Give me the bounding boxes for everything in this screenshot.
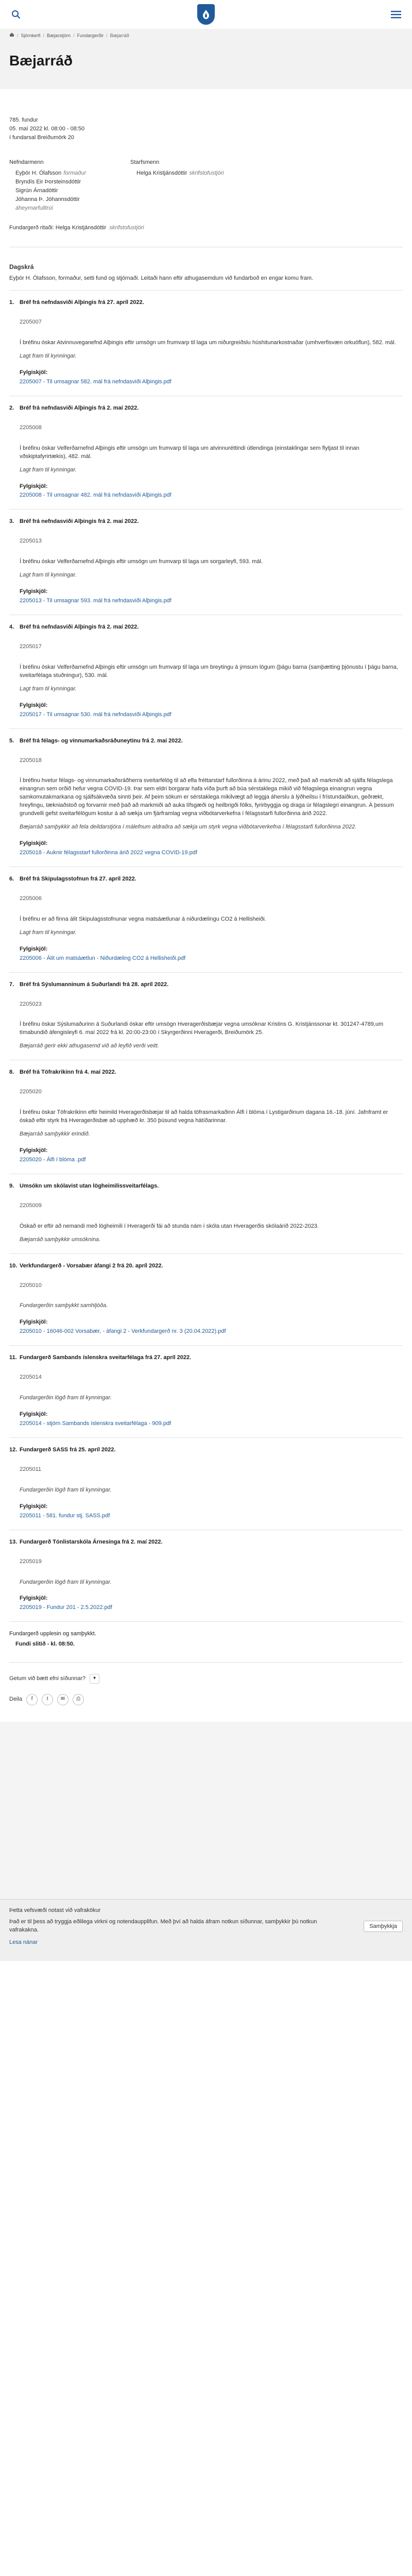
attachments-label: Fylgiskjöl: <box>20 1503 48 1510</box>
agenda-item-title: Verkfundargerð - Vorsabær áfangi 2 frá 20. apríl 2022. <box>20 1262 163 1269</box>
page-header <box>0 29 412 89</box>
coat-of-arms-logo[interactable] <box>197 4 215 25</box>
agenda-item-body <box>9 318 403 386</box>
member-role: formaður <box>63 170 87 176</box>
attachments-label: Fylgiskjöl: <box>20 840 48 847</box>
top-bar <box>0 0 412 29</box>
member-name: Eyþór H. Ólafsson <box>15 170 62 176</box>
home-icon[interactable] <box>9 32 14 39</box>
attachment-link[interactable]: 2205011 - 581. fundur stj. SASS.pdf <box>20 1512 110 1519</box>
agenda-item-decision: Fundargerðin lögð fram til kynningar. <box>20 1395 112 1401</box>
attachment-link[interactable]: 2205014 - stjórn Sambands íslenskra sveitarfélaga - 909.pdf <box>20 1420 171 1427</box>
agenda-item-body <box>9 1001 403 1051</box>
agenda-item-title: Umsókn um skólavist utan lögheimilissveitarfélags. <box>20 1182 159 1189</box>
agenda-item-body <box>9 424 403 500</box>
attachments-label: Fylgiskjöl: <box>20 369 48 376</box>
attachment-link[interactable]: 2205020 - Álfi í blóma .pdf <box>20 1156 86 1163</box>
agenda-item-text: Í bréfinu óskar Sýslumaðurinn á Suðurlandi óskar eftir umsögn Hveragerðisbæjar vegna umsóknar Kristins G. Kristjánssonar kt. 301247-4789,um tímabundið áfengisleyfi 6. maí 2022 frá kl. 20:00-23:00 í Skyrgerðinni Hveragerði, Breiðumörk 25. <box>20 1021 384 1036</box>
agenda <box>9 263 403 1621</box>
agenda-item-title: Fundargerð Tónlistarskóla Árnesinga frá 2. maí 2022. <box>20 1538 163 1545</box>
attachment-link[interactable]: 2205013 - Til umsagnar 593. mál frá nefndasviði Alþingis.pdf <box>20 598 171 604</box>
member-name: Bryndís Eir Þorsteinsdóttir <box>15 178 81 185</box>
case-number: 2205018 <box>20 757 42 764</box>
agenda-item-header <box>9 1538 403 1547</box>
case-number: 2205020 <box>20 1089 42 1095</box>
attachment-link[interactable]: 2205007 - Til umsagnar 582. mál frá nefndasviði Alþingis.pdf <box>20 378 171 385</box>
case-number: 2205008 <box>20 424 42 431</box>
staff-name: Helga Kristjánsdóttir <box>136 170 187 176</box>
members-list <box>9 169 130 213</box>
agenda-item-title: Bréf frá nefndasviði Alþingis frá 2. maí 2022. <box>20 624 139 631</box>
agenda-item <box>9 509 403 615</box>
main-content <box>0 116 412 1705</box>
agenda-item-decision: Bæjarráð samþykkir erindið. <box>20 1131 90 1138</box>
attachment-link[interactable]: 2205019 - Fundur 201 - 2.5.2022.pdf <box>20 1604 112 1611</box>
attachment-link[interactable]: 2205018 - Auknir félagsstarf fullorðinna árið 2022 vegna COVID-19.pdf <box>20 850 197 856</box>
meeting-number: 785. fundur <box>9 116 38 123</box>
hamburger-menu-icon[interactable] <box>389 8 403 21</box>
agenda-item <box>9 1060 403 1174</box>
agenda-item-text: Í bréfinu óskar Atvinnuveganefnd Alþingis eftir umsögn um frumvarp til laga um niðurgreiðslu húshitunarkostnaðar (umhverfisvæn orkuöflun), 582. mál. <box>20 340 396 346</box>
agenda-item-text: Í bréfinu hvetur félags- og vinnumarkaðsráðherra sveitarfélög til að efla fréttarstarf fullorðinna á árinu 2022, með það að markmiði að sjálfa félagslega einangrun sem orðið hefur vegna COVID-19. Þar sem eldri borgarar hafa víða þurft að búa sérstaklega mikið við félagslega einangrun vegna samkomutakmarkana og sjálfsákvæða sinnti þeir. Af þeim sökum er sérstaklega mikilvægt að leggja áherslu á lýðheilsu í frístundaiðkun, geðrækt, hreyfingu, tækniaðstoð og forvarnir með það að markmiði að auka lífsgæði og heilbrigði fólks, fyrirbyggja og draga úr félagslegri einangrun. Á þessum grundvelli gefst sveitarfélögum kostur á að sækja um fjárframlag vegna viðbótarverkefna í félagsstarfi fullorðinna árið 2022. <box>20 777 394 817</box>
attendees <box>9 159 403 213</box>
case-number: 2205017 <box>20 643 42 650</box>
agenda-item <box>9 1530 403 1622</box>
closing-text: Fundargerð upplesin og samþykkt. <box>9 1631 96 1637</box>
agenda-title: Dagskrá <box>9 263 34 270</box>
agenda-item-decision: Fundargerðin samþykkt samhljóða. <box>20 1302 108 1309</box>
case-number: 2205013 <box>20 538 42 545</box>
agenda-item-text: Í bréfinu óskar Velferðarnefnd Alþingis eftir umsögn um frumvarp til laga um sorgarleyfi, 593. mál. <box>20 558 263 565</box>
attachments-label: Fylgiskjöl: <box>20 702 48 708</box>
attachment-link[interactable]: 2205006 - Álit um matsáætlun - Niðurdæling CO2 á Hellisheiði.pdf <box>20 955 186 961</box>
facebook-share-button[interactable]: f <box>26 1694 38 1705</box>
breadcrumb <box>9 32 403 39</box>
recorder-label: Fundargerð ritaði: <box>9 224 54 231</box>
agenda-item-decision: Lagt fram til kynningar. <box>20 572 77 579</box>
agenda-item-number: 9. <box>9 1182 14 1189</box>
agenda-item-title: Fundargerð Sambands íslenskra sveitarfélaga frá 27. apríl 2022. <box>20 1354 192 1361</box>
recorder-name: Helga Kristjánsdóttir <box>55 224 107 231</box>
agenda-item-decision: Lagt fram til kynningar. <box>20 685 77 692</box>
agenda-item-number: 1. <box>9 299 14 306</box>
agenda-item-text: Óskað er eftir að nemandi með lögheimili í Hveragerði fái að stunda nám í skóla utan Hveragerðis skólaárið 2022-2023. <box>20 1223 319 1229</box>
attachments-label: Fylgiskjöl: <box>20 1319 48 1326</box>
agenda-item-number: 4. <box>9 624 14 631</box>
attachment-link[interactable]: 2205008 - Til umsagnar 482. mál frá nefndasviði Alþingis.pdf <box>20 492 171 499</box>
agenda-item <box>9 615 403 728</box>
attachment-link[interactable]: 2205010 - 16046-002 Vorsabær, - áfangi 2 - Verkfundargerð nr. 3 (20.04.2022).pdf <box>20 1328 226 1335</box>
case-number: 2205011 <box>20 1466 42 1472</box>
agenda-item <box>9 867 403 972</box>
agenda-item-text: Í bréfinu óskar Velferðarnefnd Alþingis eftir umsögn um frumvarp til laga um atvinnuréttindi útlendinga (einstaklingar sem flytjast til innan vðskiptafyrirtækis), 482. mál. <box>20 445 359 460</box>
case-number: 2205014 <box>20 1374 42 1381</box>
agenda-item-decision: Bæjarráð samþykkir að fela deildarstjóra í málefnum aldraðra að sækja um styrk vegna viðbótarverkefna í félagsstarfi fullorðinna 2022. <box>20 824 357 831</box>
case-number: 2205023 <box>20 1001 42 1007</box>
agenda-item-decision: Lagt fram til kynningar. <box>20 466 77 473</box>
breadcrumb-separator: / <box>17 32 19 38</box>
agenda-item-header <box>9 518 403 526</box>
meeting-end-time: Fundi slitið - kl. 08:50. <box>15 1641 75 1648</box>
recorder-role: skrifstofustjóri <box>109 224 144 231</box>
chevron-down-icon: ▾ <box>93 1675 96 1682</box>
agenda-item-body <box>9 895 403 963</box>
attachments-label: Fylgiskjöl: <box>20 588 48 595</box>
meeting-datetime: 05. maí 2022 kl. 08:00 - 08:50 <box>9 125 85 132</box>
minutes-recorder <box>9 224 403 232</box>
agenda-item-title: Bréf frá Skipulagsstofnun frá 27. apríl 2022. <box>20 875 136 882</box>
case-number: 2205007 <box>20 319 42 326</box>
agenda-item <box>9 1345 403 1437</box>
attachment-link[interactable]: 2205017 - Til umsagnar 530. mál frá nefndasviði Alþingis.pdf <box>20 711 171 718</box>
breadcrumb-separator: / <box>73 32 75 38</box>
agenda-item-decision: Lagt fram til kynningar. <box>20 929 77 936</box>
agenda-item-title: Bréf frá félags- og vinnumarkaðsráðuneytinu frá 2. maí 2022. <box>20 737 183 744</box>
agenda-item-number: 8. <box>9 1069 14 1076</box>
agenda-item <box>9 728 403 867</box>
agenda-item-body <box>9 643 403 719</box>
agenda-item-number: 12. <box>9 1446 18 1453</box>
agenda-item-header <box>9 875 403 884</box>
breadcrumb-item-current: Bæjarráð <box>110 32 129 38</box>
agenda-item-header <box>9 1354 403 1362</box>
attachments-label: Fylgiskjöl: <box>20 1595 48 1602</box>
agenda-intro: Eyþór H. Ólafsson, formaður, setti fund og stjórnaði. Leitaði hann eftir athugasemdum við fundarboð en engar komu fram. <box>9 275 314 282</box>
agenda-item-decision: Fundargerðin lögð fram til kynningar. <box>20 1486 112 1493</box>
agenda-item-header <box>9 299 403 307</box>
cookie-accept-button[interactable]: Samþykkja <box>364 1921 403 1932</box>
agenda-item-decision: Bæjarráð samþykkir umsóknina. <box>20 1236 101 1243</box>
agenda-item-number: 7. <box>9 981 14 988</box>
agenda-item-text: Í bréfinu óskar Töfrakrikinn eftir heimild Hveragerðisbæjar til að halda töfrasmarkaðinn Álfi í blóma í Lystigarðinum dagana 16.-18. júní. Jafnframt er óskað eftir styrk frá Hveragerðisbæ að upphæð kr. 350 þúsund vegna hátíðarinnar. <box>20 1109 388 1124</box>
member-name: Jóhanna Þ. Jóhannsdóttir <box>15 196 80 202</box>
cookie-banner <box>0 1899 412 1961</box>
agenda-item-title: Bréf frá nefndasviði Alþingis frá 2. maí 2022. <box>20 404 139 411</box>
search-icon[interactable] <box>9 8 23 21</box>
member-name: áheyrnarfulltrúi <box>15 205 53 211</box>
agenda-item <box>9 972 403 1060</box>
member-name: Sigrún Árnadóttir <box>15 187 58 194</box>
breadcrumb-separator: / <box>43 32 45 38</box>
agenda-item-number: 2. <box>9 404 14 411</box>
breadcrumb-item-system[interactable]: Sjórnkerfi <box>21 32 41 38</box>
case-number: 2205019 <box>20 1558 42 1565</box>
staff-heading: Starfsmenn <box>130 159 160 165</box>
agenda-item-body <box>9 1202 403 1244</box>
meeting-location: í fundarsal Breiðumörk 20 <box>9 134 74 141</box>
attachments-label: Fylgiskjöl: <box>20 1147 48 1154</box>
agenda-item-text: Í bréfinu er að finna álit Skipulagsstofnunar vegna matsáætlunar á niðurdælingu CO2 á Hellisheiði. <box>20 916 266 922</box>
agenda-item-number: 10. <box>9 1262 18 1269</box>
agenda-item-number: 5. <box>9 737 14 744</box>
staff-role: skrifstofustjóri <box>189 170 224 176</box>
email-share-button[interactable]: ✉ <box>57 1694 68 1705</box>
agenda-item-number: 13. <box>9 1538 18 1545</box>
print-button[interactable]: ⎙ <box>73 1694 84 1705</box>
agenda-item <box>9 1253 403 1346</box>
agenda-item-header <box>9 981 403 989</box>
breadcrumb-item-minutes[interactable]: Fundargerðir <box>77 32 104 38</box>
feedback-dropdown[interactable] <box>90 1674 99 1684</box>
agenda-item-number: 11. <box>9 1354 17 1361</box>
agenda-item-title: Bréf frá nefndasviði Alþingis frá 27. apríl 2022. <box>20 299 144 306</box>
agenda-item-body <box>9 537 403 605</box>
staff-person <box>130 169 251 178</box>
case-number: 2205010 <box>20 1282 42 1289</box>
agenda-item-text: Í bréfinu óskar Velferðarnefnd Alþingis eftir umsögn um frumvarp til laga um breytingu á ýmsum lögum (þágu barna (samþætting þjónustu í þágu barna, sveitarfélaga stuðningur), 530. mál. <box>20 664 398 679</box>
attachments-label: Fylgiskjöl: <box>20 945 48 952</box>
agenda-item-body <box>9 1088 403 1164</box>
closing <box>9 1621 403 1649</box>
agenda-item <box>9 290 403 396</box>
committee-member <box>9 169 130 178</box>
committee-heading: Nefndarmenn <box>9 159 44 165</box>
agenda-item-header <box>9 1182 403 1191</box>
cookie-text: Það er til þess að tryggja eðlilega virkni og notendaupplifun. Með því að halda áfram notkun síðunnar, samþykkir þú notkun vafrakakna. <box>9 1918 317 1933</box>
agenda-item <box>9 1174 403 1253</box>
page-title: Bæjarráð <box>9 53 73 69</box>
breadcrumb-item-council[interactable]: Bæjarstjórn <box>47 32 71 38</box>
case-number: 2205009 <box>20 1202 42 1209</box>
agenda-item-decision: Lagt fram til kynningar. <box>20 353 77 360</box>
agenda-item-title: Bréf frá nefndasviði Alþingis frá 2. maí 2022. <box>20 518 139 525</box>
case-number: 2205006 <box>20 895 42 902</box>
committee-member <box>9 178 130 187</box>
committee-member <box>9 195 130 204</box>
agenda-item-title: Fundargerð SASS frá 25. apríl 2022. <box>20 1446 116 1453</box>
agenda-item-header <box>9 1446 403 1454</box>
agenda-item-header <box>9 404 403 413</box>
agenda-item-header <box>9 737 403 745</box>
agenda-item-number: 3. <box>9 518 14 525</box>
agenda-item-decision: Bæjarráð gerir ekki athugasemd við að leyfið verði veitt. <box>20 1043 159 1049</box>
share-bar <box>9 1694 403 1705</box>
agenda-item-header <box>9 1069 403 1077</box>
agenda-item-body <box>9 1466 403 1520</box>
committee-member <box>9 204 130 213</box>
footer-area <box>0 1722 412 1899</box>
agenda-item <box>9 1437 403 1530</box>
feedback-question: Getum við bætt efni síðunnar? <box>9 1675 85 1682</box>
cookie-read-more-link[interactable]: Lesa nánar <box>9 1939 38 1945</box>
staff-members <box>130 159 251 213</box>
agenda-items <box>9 290 403 1621</box>
meeting-info <box>9 116 403 142</box>
attachments-label: Fylgiskjöl: <box>20 483 48 489</box>
agenda-item-title: Bréf frá Sýslumanninum á Suðurlandi frá 28. apríl 2022. <box>20 981 169 988</box>
breadcrumb-separator: / <box>106 32 108 38</box>
agenda-item-body <box>9 1558 403 1613</box>
agenda-item-body <box>9 757 403 857</box>
agenda-item-number: 6. <box>9 875 14 882</box>
committee-members <box>9 159 130 213</box>
agenda-item <box>9 396 403 510</box>
twitter-share-button[interactable]: t <box>42 1694 53 1705</box>
agenda-item-title: Bréf frá Töfrakrikinn frá 4. maí 2022. <box>20 1069 116 1076</box>
agenda-item-decision: Fundargerðin lögð fram til kynningar. <box>20 1579 112 1585</box>
agenda-item-header <box>9 623 403 632</box>
share-label: Deila <box>9 1696 23 1702</box>
cookie-title: Þetta vefsvæði notast við vafrakökur <box>9 1907 101 1913</box>
committee-member <box>9 187 130 195</box>
feedback-bar <box>9 1662 403 1684</box>
attachments-label: Fylgiskjöl: <box>20 1411 48 1418</box>
agenda-item-body <box>9 1282 403 1336</box>
agenda-item-body <box>9 1374 403 1428</box>
agenda-item-header <box>9 1262 403 1270</box>
